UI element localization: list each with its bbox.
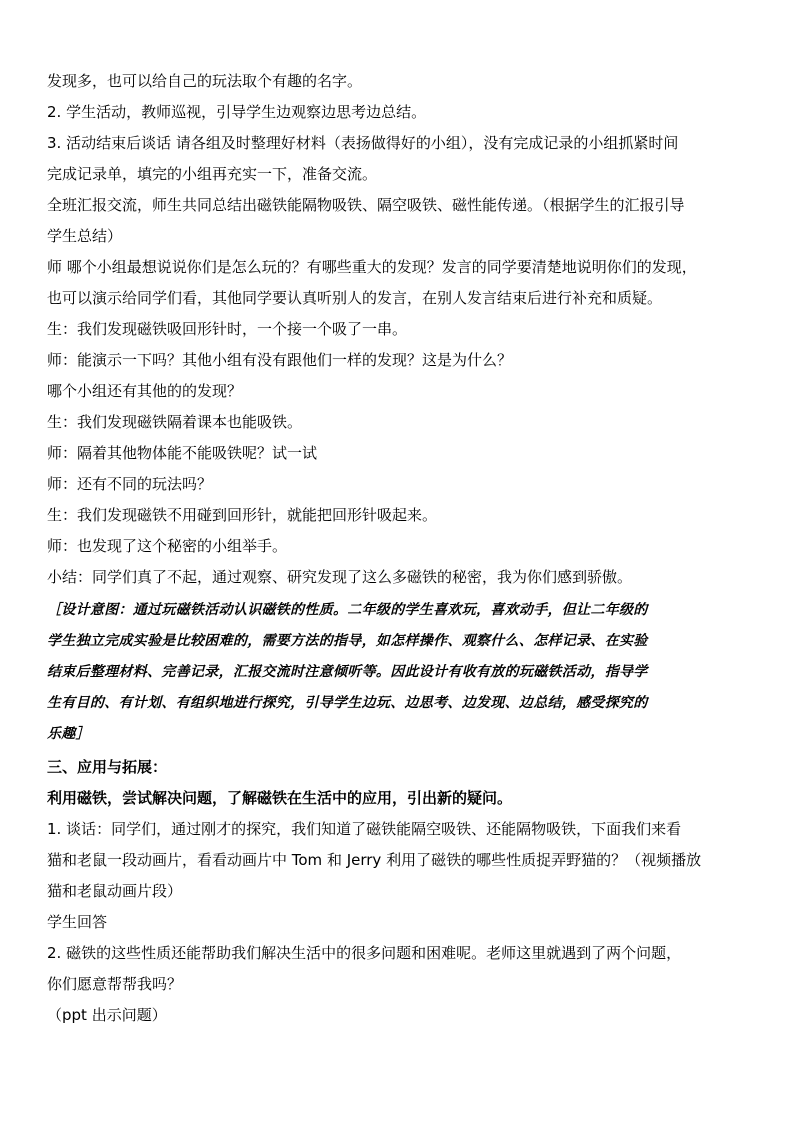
design-intent-note	[47, 595, 757, 750]
text-line: 学生总结）	[47, 227, 123, 245]
section-subheading: 利用磁铁，尝试解决问题，了解磁铁在生活中的应用，引出新的疑问。	[47, 789, 513, 807]
text-line: 师：隔着其他物体能不能吸铁呢？试一试	[47, 444, 318, 462]
paragraph-block	[47, 66, 757, 593]
text-line: 1. 谈话：同学们，通过刚才的探究，我们知道了磁铁能隔空吸铁、还能隔物吸铁，下面我们来看	[47, 820, 682, 838]
text-line: 你们愿意帮帮我吗？	[47, 975, 183, 993]
design-note-line: 乐趣］	[47, 726, 90, 742]
text-line: （ppt 出示问题）	[47, 1006, 167, 1024]
text-line: 2. 学生活动，教师巡视，引导学生边观察边思考边总结。	[47, 103, 427, 121]
text-line: 2. 磁铁的这些性质还能帮助我们解决生活中的很多问题和困难呢。老师这里就遇到了两个问题，	[47, 944, 682, 962]
design-note-line: 结束后整理材料、完善记录，汇报交流时注意倾听等。因此设计有收有放的玩磁铁活动，指导学	[47, 664, 648, 680]
design-note-line: ［设计意图：通过玩磁铁活动认识磁铁的性质。二年级的学生喜欢玩，喜欢动手，但让二年级的	[47, 602, 648, 618]
design-note-line: 学生独立完成实验是比较困难的，需要方法的指导，如怎样操作、观察什么、怎样记录、在实验	[47, 633, 648, 649]
section-heading: 三、应用与拓展：	[47, 758, 168, 776]
text-line: 猫和老鼠一段动画片，看看动画片中 Tom 和 Jerry 利用了磁铁的哪些性质捉弄野猫的？（视频播放	[47, 851, 702, 869]
paragraph-block	[47, 814, 757, 1031]
text-line: 生：我们发现磁铁不用碰到回形针，就能把回形针吸起来。	[47, 506, 438, 524]
design-note-line: 生有目的、有计划、有组织地进行探究，引导学生边玩、边思考、边发现、边总结，感受探究的	[47, 695, 648, 711]
text-line: 全班汇报交流，师生共同总结出磁铁能隔物吸铁、隔空吸铁、磁性能传递。（根据学生的汇报引导	[47, 196, 685, 214]
text-line: 生：我们发现磁铁吸回形针时，一个接一个吸了一串。	[47, 320, 408, 338]
text-line: 师：能演示一下吗？其他小组有没有跟他们一样的发现？这是为什么？	[47, 351, 513, 369]
text-line: 生：我们发现磁铁隔着课本也能吸铁。	[47, 413, 303, 431]
text-line: 师：也发现了这个秘密的小组举手。	[47, 537, 288, 555]
text-line: 3. 活动结束后谈话 请各组及时整理好材料（表扬做得好的小组），没有完成记录的小组抓紧时间	[47, 134, 679, 152]
text-line: 也可以演示给同学们看，其他同学要认真听别人的发言，在别人发言结束后进行补充和质疑。	[47, 289, 663, 307]
text-line: 发现多，也可以给自己的玩法取个有趣的名字。	[47, 72, 363, 90]
text-line: 学生回答	[47, 913, 108, 931]
document-page	[47, 66, 757, 1031]
text-line: 猫和老鼠动画片段）	[47, 882, 183, 900]
text-line: 小结：同学们真了不起，通过观察、研究发现了这么多磁铁的秘密，我为你们感到骄傲。	[47, 568, 633, 586]
text-line: 师 哪个小组最想说说你们是怎么玩的？有哪些重大的发现？发言的同学要清楚地说明你们的发现，	[47, 258, 697, 276]
text-line: 师：还有不同的玩法吗？	[47, 475, 213, 493]
text-line: 完成记录单，填完的小组再充实一下，准备交流。	[47, 165, 378, 183]
text-line: 哪个小组还有其他的的发现？	[47, 382, 243, 400]
